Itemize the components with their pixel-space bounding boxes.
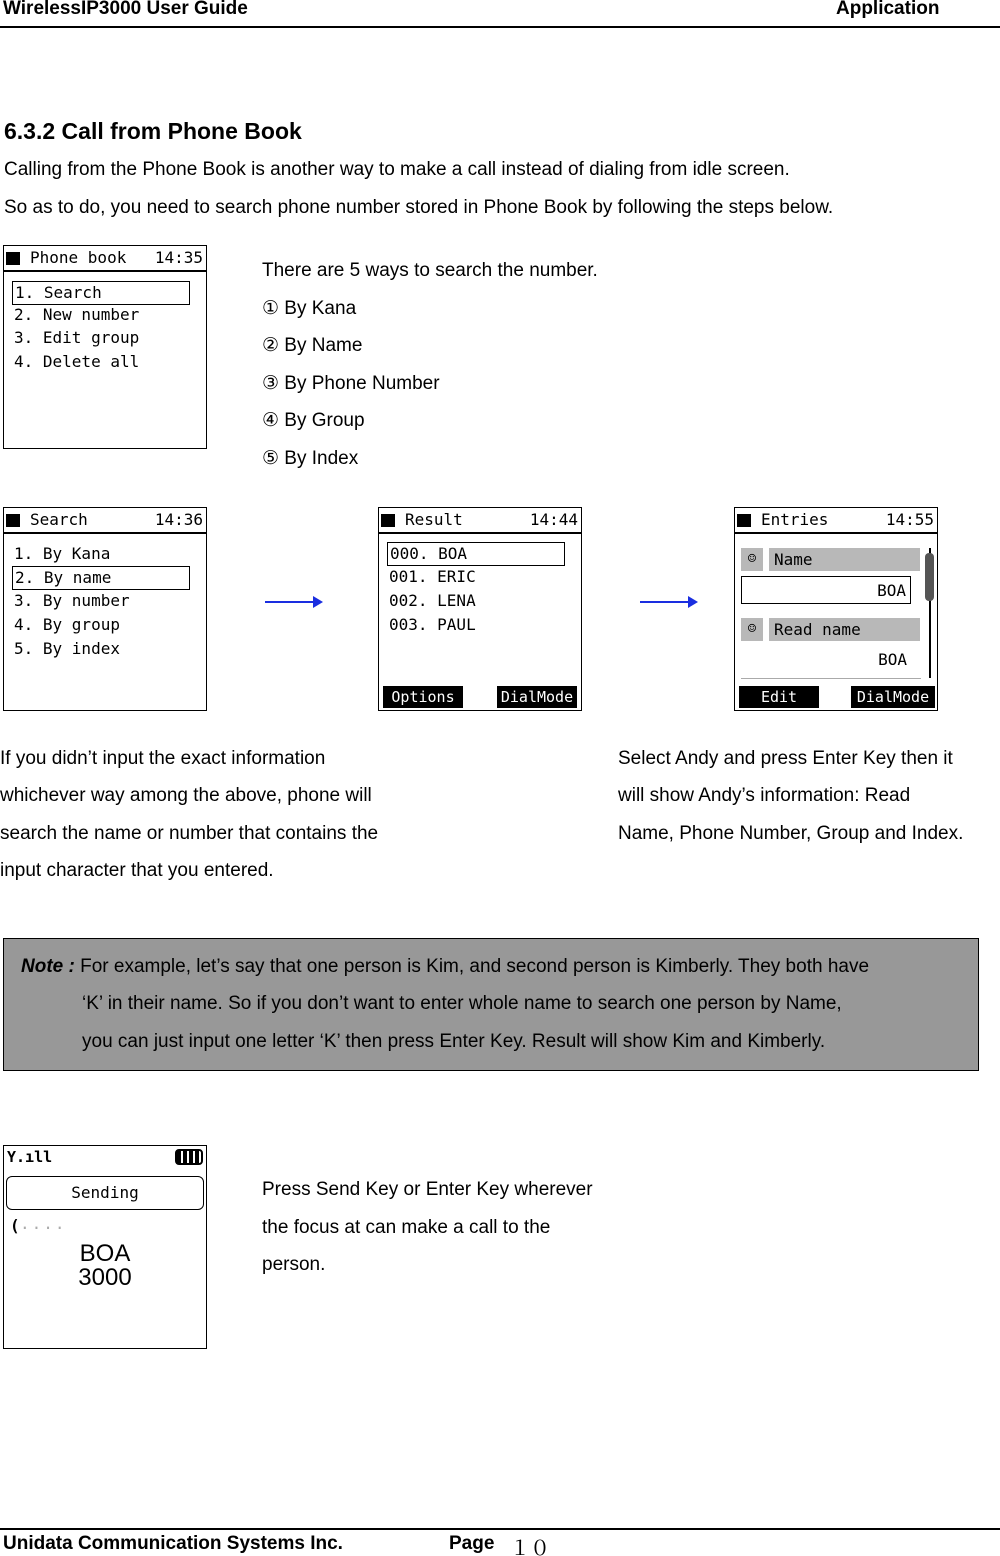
progress-dots: ....	[20, 1214, 67, 1233]
note-label: Note :	[21, 956, 75, 977]
right-text: Name, Phone Number, Group and Index.	[618, 823, 964, 844]
result-item[interactable]: 003. PAUL	[389, 615, 476, 634]
title-bar	[735, 508, 937, 534]
read-name-label: Read name	[769, 618, 920, 641]
left-text: If you didn’t input the exact information	[0, 748, 326, 769]
left-text: input character that you entered.	[0, 860, 274, 881]
clock: 14:55	[885, 510, 934, 529]
name-value[interactable]: BOA	[741, 576, 911, 604]
way-item: ⑤ By Index	[262, 448, 359, 469]
note-line: ‘K’ in their name. So if you don’t want to enter whole name to search one person by Name,	[82, 993, 842, 1014]
clock: 14:36	[154, 510, 203, 529]
menu-item[interactable]: 4. Delete all	[14, 352, 140, 371]
menu-item[interactable]: 1. By Kana	[14, 544, 111, 563]
dialmode-softkey[interactable]: DialMode	[497, 686, 577, 708]
header-section: Application	[836, 0, 940, 19]
right-text: Select Andy and press Enter Key then it	[618, 748, 953, 769]
way-item: ④ By Group	[262, 410, 365, 431]
menu-item[interactable]: 3. Edit group	[14, 328, 140, 347]
result-item[interactable]: 002. LENA	[389, 591, 476, 610]
callee-name: BOA	[79, 1240, 131, 1267]
screen-title: Phone book	[30, 248, 127, 267]
menu-item[interactable]: 2. By name	[12, 566, 190, 590]
person-icon: ☺	[741, 618, 763, 641]
clock: 14:44	[529, 510, 578, 529]
phone-handset-icon: (	[10, 1216, 20, 1235]
result-item[interactable]: 000. BOA	[387, 542, 565, 566]
intro-line: So as to do, you need to search phone number stored in Phone Book by following the steps below.	[4, 197, 834, 218]
screen-title: Search	[30, 510, 88, 529]
person-icon: ☺	[741, 548, 763, 571]
sending-status: Sending	[6, 1176, 204, 1210]
clock: 14:35	[154, 248, 203, 267]
battery-icon	[175, 1149, 203, 1165]
menu-item[interactable]: 2. New number	[14, 305, 140, 324]
arrow-right-icon	[640, 601, 690, 603]
result-screen	[378, 507, 582, 711]
send-text: the focus at can make a call to the	[262, 1217, 551, 1238]
divider	[741, 678, 921, 679]
section-title: 6.3.2 Call from Phone Book	[4, 118, 302, 144]
send-text: person.	[262, 1254, 326, 1275]
name-label: Name	[769, 548, 920, 571]
footer-page-number: １０	[510, 1538, 550, 1556]
sending-screen	[3, 1145, 207, 1349]
way-item: ③ By Phone Number	[262, 373, 440, 394]
status-square-icon	[6, 514, 20, 527]
menu-item[interactable]: 4. By group	[14, 615, 120, 634]
menu-item[interactable]: 5. By index	[14, 639, 120, 658]
callee-number: 3000	[78, 1264, 132, 1291]
footer-company: Unidata Communication Systems Inc.	[3, 1533, 343, 1554]
footer-page-label: Page	[449, 1533, 495, 1554]
dialmode-softkey[interactable]: DialMode	[851, 686, 935, 708]
right-text: will show Andy’s information: Read	[618, 785, 911, 806]
edit-softkey[interactable]: Edit	[739, 686, 819, 708]
signal-icon: Y.ıll	[7, 1148, 53, 1166]
footer-rule	[0, 1528, 1000, 1530]
left-text: search the name or number that contains the	[0, 823, 379, 844]
screen-title: Result	[405, 510, 463, 529]
menu-item[interactable]: 1. Search	[12, 281, 190, 305]
search-screen	[3, 507, 207, 711]
way-item: ① By Kana	[262, 298, 357, 319]
title-bar	[379, 508, 581, 534]
left-text: whichever way among the above, phone will	[0, 785, 372, 806]
note-line: you can just input one letter ‘K’ then press Enter Key. Result will show Kim and Kimberly.	[82, 1031, 826, 1052]
status-square-icon	[6, 252, 20, 265]
header-title: WirelessIP3000 User Guide	[3, 0, 248, 19]
entries-screen	[734, 507, 938, 711]
phonebook-screen	[3, 245, 207, 449]
title-bar	[4, 246, 206, 272]
intro-line: Calling from the Phone Book is another way to make a call instead of dialing from idle screen.	[4, 159, 790, 180]
read-name-value: BOA	[878, 650, 907, 669]
scrollbar-thumb[interactable]	[925, 553, 934, 601]
menu-item[interactable]: 3. By number	[14, 591, 130, 610]
ways-heading: There are 5 ways to search the number.	[262, 260, 598, 281]
result-item[interactable]: 001. ERIC	[389, 567, 476, 586]
options-softkey[interactable]: Options	[383, 686, 463, 708]
arrow-right-icon	[265, 601, 315, 603]
note-line: For example, let’s say that one person is Kim, and second person is Kimberly. They both have	[80, 956, 870, 977]
status-square-icon	[381, 514, 395, 527]
title-bar	[4, 508, 206, 534]
screen-title: Entries	[761, 510, 829, 529]
way-item: ② By Name	[262, 335, 363, 356]
status-square-icon	[737, 514, 751, 527]
header-rule	[0, 26, 1000, 28]
note-box	[3, 938, 979, 1071]
send-text: Press Send Key or Enter Key wherever	[262, 1179, 593, 1200]
